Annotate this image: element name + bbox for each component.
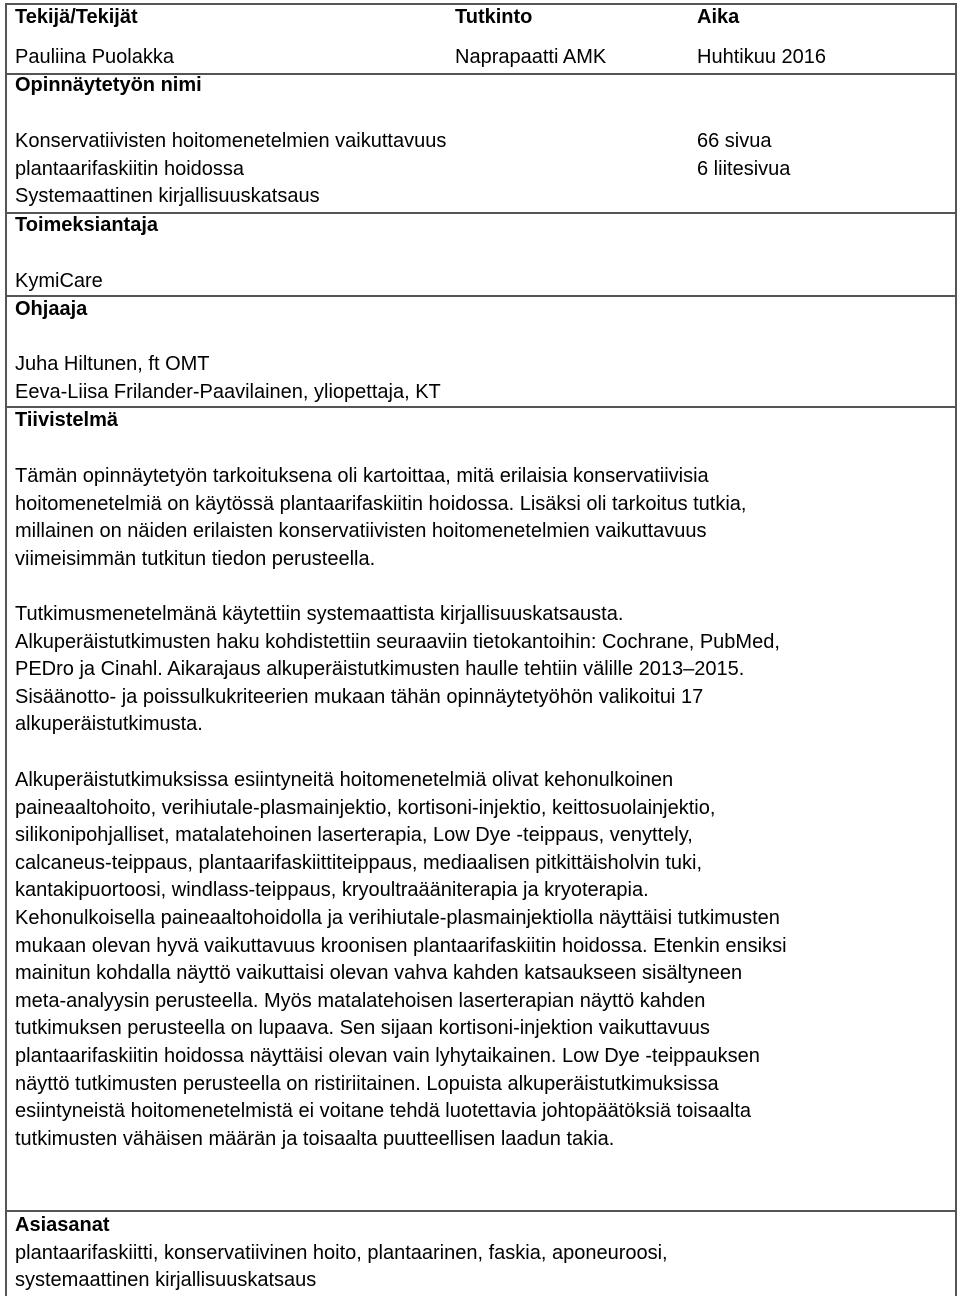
table-border-right bbox=[955, 3, 957, 1296]
time-column-label: Aika bbox=[697, 6, 740, 28]
commissioner-label: Toimeksiantaja bbox=[15, 214, 159, 236]
supervisor-line: Juha Hiltunen, ft OMT bbox=[15, 353, 210, 375]
abstract-paragraph: Tämän opinnäytetyön tarkoituksena oli kartoittaa, mitä erilaisia konservatiivisia hoitomenetelmiä on käytössä plantaarifaskiitin hoidossa. Lisäksi oli tarkoitus tutkia, millainen on näiden erilaisten konservatiivisten hoitomenetelmien vaikuttavuus viimeisimmän tutkitun tiedon perusteella. bbox=[15, 465, 747, 570]
thesis-title-line: Systemaattinen kirjallisuuskatsaus bbox=[15, 185, 320, 208]
thesis-title-line: Konservatiivisten hoitomenetelmien vaikuttavuus bbox=[15, 130, 447, 152]
appendix-page-count: 6 liitesivua bbox=[697, 157, 791, 180]
keywords-line: plantaarifaskiitti, konservatiivinen hoito, plantaarinen, faskia, aponeuroosi, bbox=[15, 1242, 668, 1264]
thesis-title-line: plantaarifaskiitin hoidossa bbox=[15, 157, 245, 180]
abstract-label: Tiivistelmä bbox=[15, 409, 119, 431]
supervisor-line: Eeva-Liisa Frilander-Paavilainen, yliopettaja, KT bbox=[15, 381, 441, 403]
author-name: Pauliina Puolakka bbox=[15, 46, 174, 68]
time-value: Huhtikuu 2016 bbox=[697, 46, 826, 68]
table-divider-keywords bbox=[5, 1210, 955, 1212]
commissioner-value: KymiCare bbox=[15, 270, 103, 292]
abstract-paragraph: Alkuperäistutkimuksissa esiintyneitä hoitomenetelmiä olivat kehonulkoinen paineaaltohoito, verihiutale-plasmainjektio, kortisoni-injektio, keittosuolainjektio, silikonipohjalliset, matalatehoinen laserterapia, Low Dye -teippaus, venyttely, calcaneus-teippaus, plantaarifaskiittiteippaus, mediaalisen pitkittäisholvin tuki, kantakipuortoosi, windlass-teippaus, kryoultraääniterapia ja kryoterapia. Kehonulkoisella paineaaltohoidolla ja verihiutale-plasmainjektiolla näyttäisi tutkimusten mukaan olevan hyvä vaikuttavuus kroonisen plantaarifaskiitin hoidossa. Etenkin ensiksi mainitun kohdalla näyttö vaikuttaisi olevan vahva kahden katsaukseen sisältyneen meta-analyysin perusteella. Myös matalatehoisen laserterapian näyttö kahden tutkimuksen perusteella on lupaava. Sen sijaan kortisoni-injektion vaikuttavuus plantaarifaskiitin hoidossa näyttäisi olevan vain lyhytaikainen. Low Dye -teippauksen näyttö tutkimusten perusteella on ristiriitainen. Lopuista alkuperäistutkimuksissa esiintyneistä hoitomenetelmistä ei voitane tehdä luotettavia johtopäätöksiä toisaalta tutkimusten vähäisen määrän ja toisaalta puutteellisen laadun takia. bbox=[15, 769, 787, 1150]
abstract-paragraph: Tutkimusmenetelmänä käytettiin systemaattista kirjallisuuskatsausta. Alkuperäistutkimusten haku kohdistettiin seuraaviin tietokantoihin: Cochrane, PubMed, PEDro ja Cinahl. Aikarajaus alkuperäistutkimusten haulle tehtiin välille 2013–2015. Sisäänotto- ja poissulkukriteerien mukaan tähän opinnäytetyöhön valikoitui 17 alkuperäistutkimusta. bbox=[15, 603, 780, 736]
supervisor-label: Ohjaaja bbox=[15, 298, 88, 320]
thesis-title-label: Opinnäytetyön nimi bbox=[15, 74, 202, 96]
page-count: 66 sivua bbox=[697, 130, 772, 152]
degree-column-label: Tutkinto bbox=[455, 6, 533, 28]
keywords-line: systemaattinen kirjallisuuskatsaus bbox=[15, 1269, 317, 1291]
keywords-label: Asiasanat bbox=[15, 1214, 110, 1236]
author-column-label: Tekijä/Tekijät bbox=[15, 6, 138, 28]
degree-value: Naprapaatti AMK bbox=[455, 46, 607, 68]
table-divider-supervisor bbox=[5, 295, 955, 297]
table-border-left bbox=[5, 3, 7, 1296]
